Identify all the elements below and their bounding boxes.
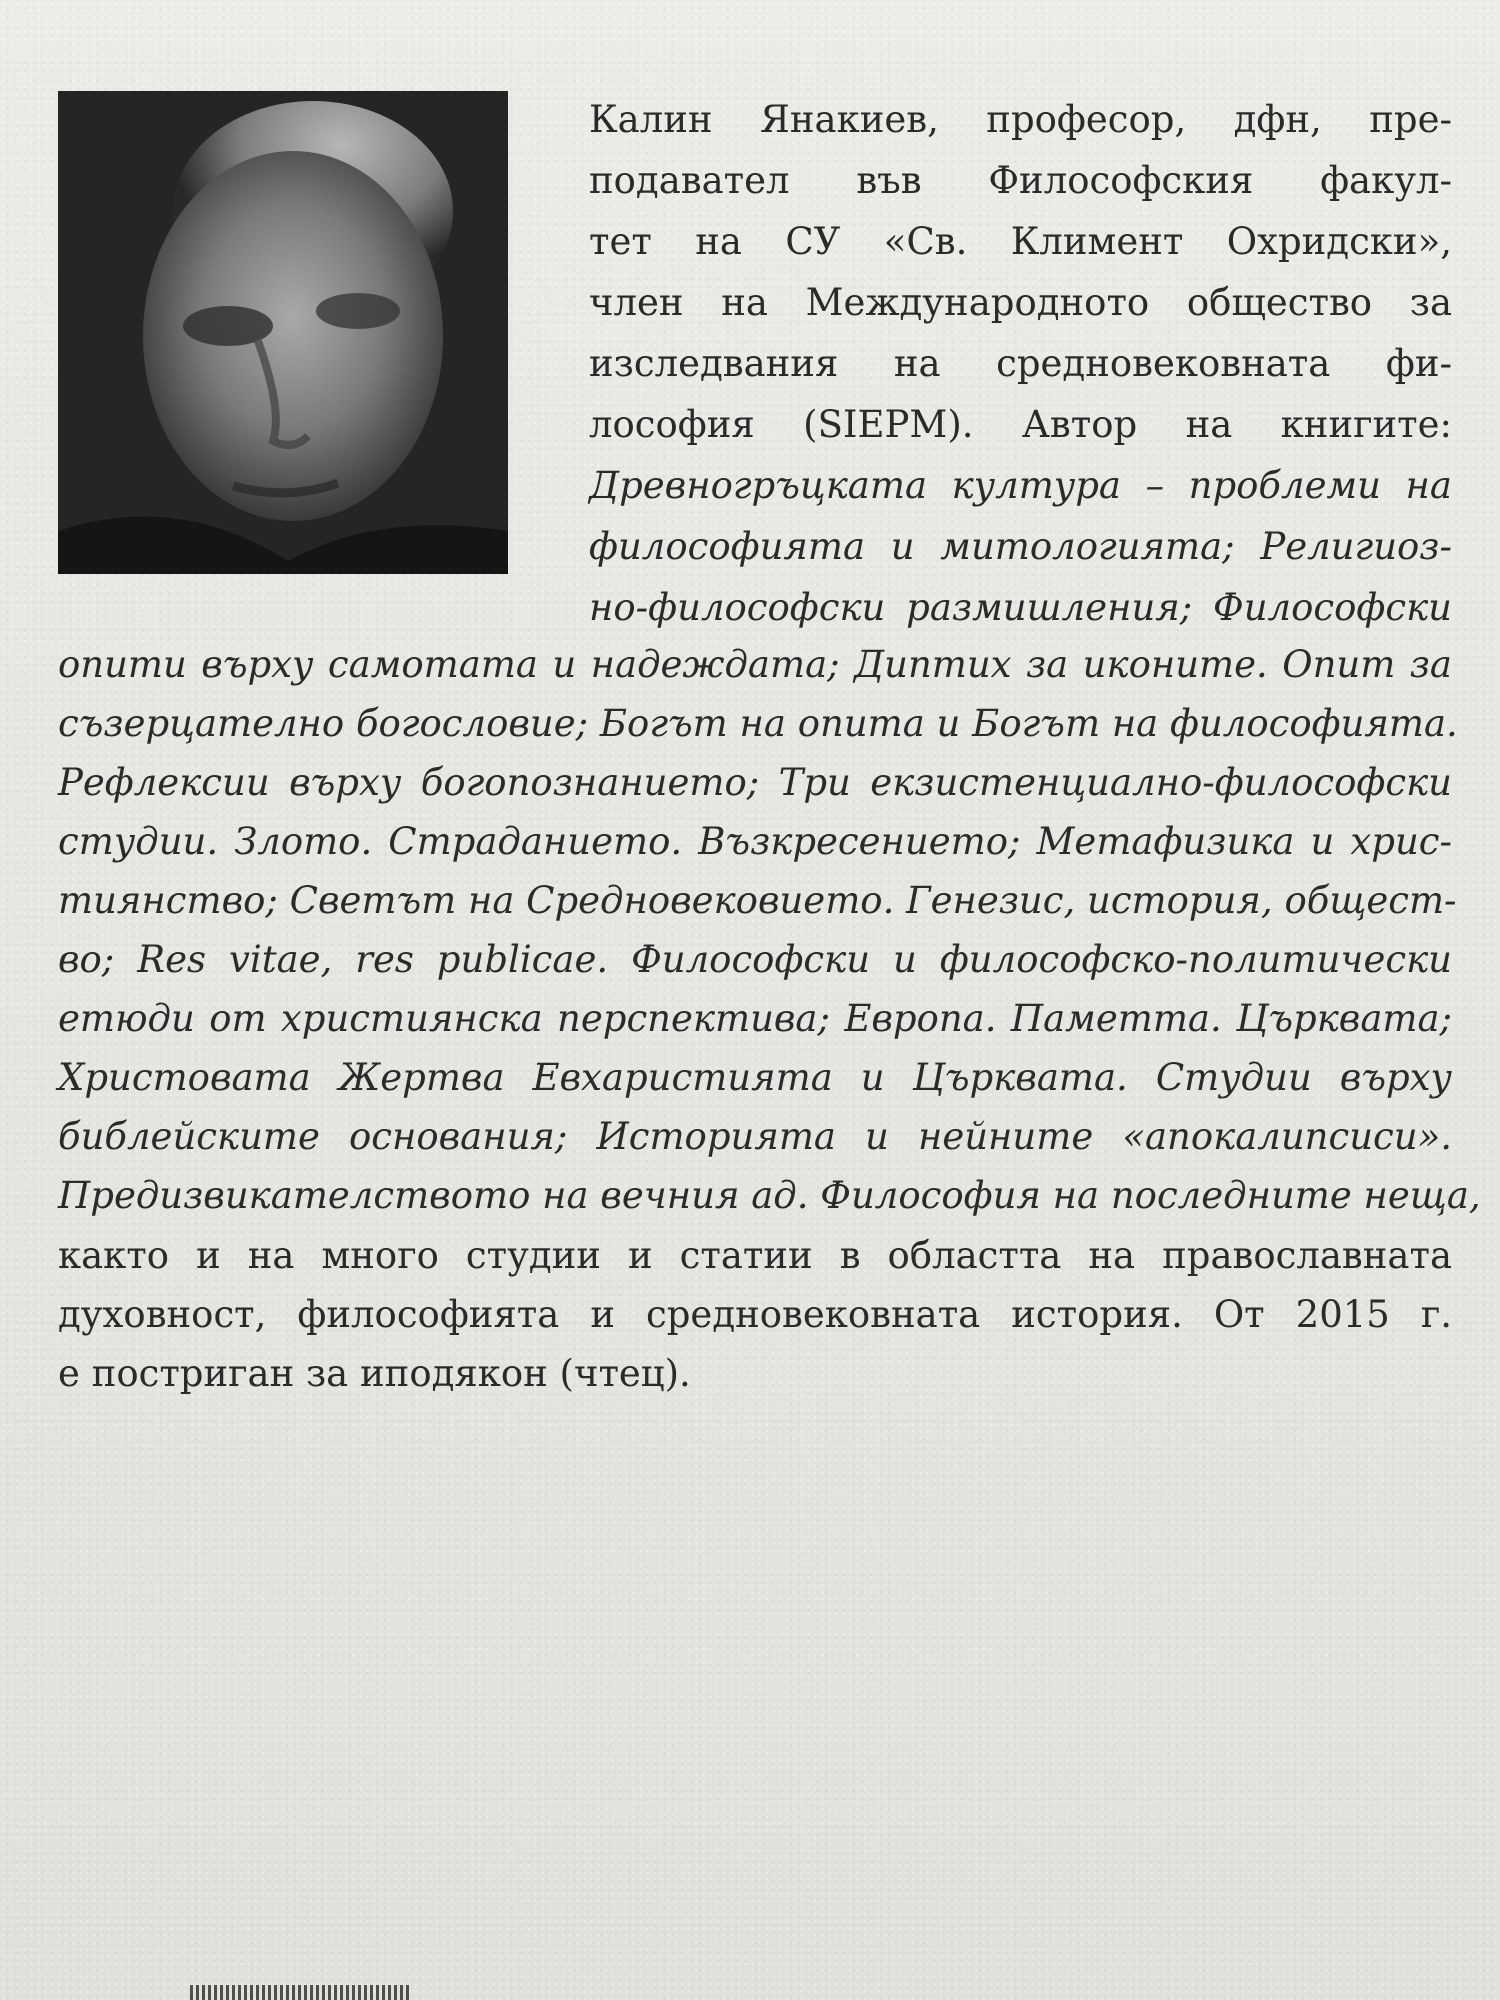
bio-line: но-философски размишления; Философски (589, 586, 1452, 629)
bio-line: съзерцателно богословие; Богът на опита и Богът на философията. (58, 702, 1458, 745)
bio-line: Калин Янакиев, професор, дфн, пре- (589, 98, 1452, 141)
author-portrait (58, 91, 508, 574)
bio-line: член на Международното общество за (589, 281, 1452, 324)
bio-line: етюди от християнска перспектива; Европа. Паметта. Църквата; (58, 997, 1452, 1040)
bio-line: духовност, философията и средновековната история. От 2015 г. (58, 1293, 1452, 1336)
bio-line: тет на СУ «Св. Климент Охридски», (589, 220, 1452, 263)
bio-line: опити върху самотата и надеждата; Диптих за иконите. Опит за (58, 643, 1452, 686)
bio-line: изследвания на средновековната фи- (589, 342, 1452, 385)
bio-line: както и на много студии и статии в областта на православната (58, 1234, 1452, 1277)
bio-line: лософия (SIEPM). Автор на книгите: (589, 403, 1452, 446)
bio-line: во; Res vitae, res publicae. Философски и философско-политически (58, 938, 1452, 981)
bio-line: Предизвикателството на вечния ад. Философия на последните неща, (58, 1174, 1481, 1217)
bio-line: подавател във Философския факул- (589, 159, 1452, 202)
bio-line: тиянство; Светът на Средновековието. Генезис, история, общест- (58, 879, 1457, 922)
bio-line: е постриган за иподякон (чтец). (58, 1352, 691, 1395)
author-portrait-image (58, 91, 508, 574)
bio-line: библейските основания; Историята и нейните «апокалипсиси». (58, 1115, 1452, 1158)
barcode-edge (190, 1985, 410, 2000)
bio-line: студии. Злото. Страданието. Възкресението; Метафизика и хрис- (58, 820, 1452, 863)
bio-line: Древногръцката култура – проблеми на (589, 464, 1452, 507)
bio-line: философията и митологията; Религиоз- (589, 525, 1452, 568)
bio-line: Рефлексии върху богопознанието; Три екзистенциално-философски (58, 761, 1452, 804)
bio-line: Христовата Жертва Евхаристията и Църквата. Студии върху (58, 1056, 1452, 1099)
